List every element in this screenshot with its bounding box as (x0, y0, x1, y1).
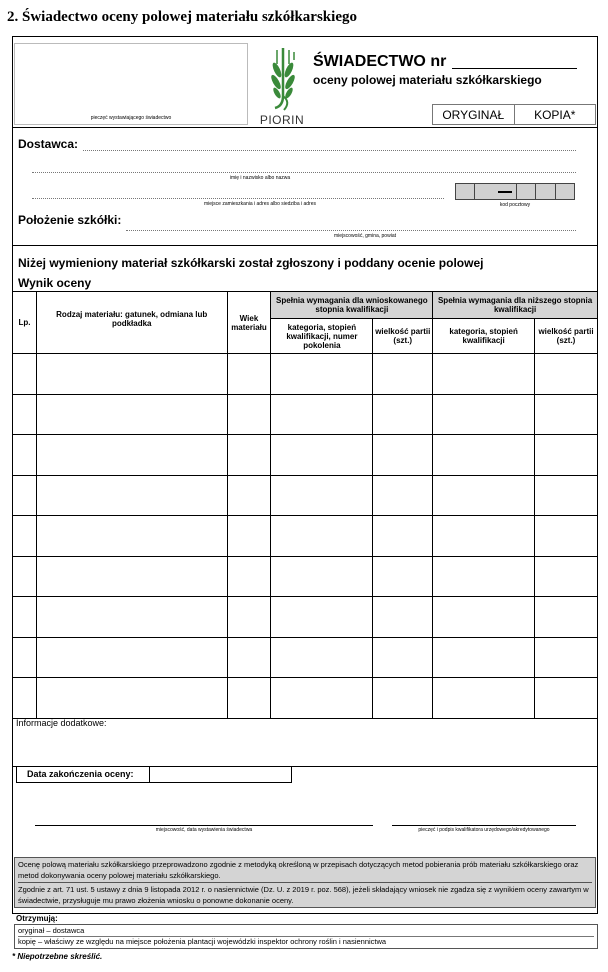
result-label: Wynik oceny (18, 276, 92, 290)
sub-size-lower: wielkość partii (szt.) (535, 319, 598, 354)
nursery-caption: miejscowość, gmina, powiat (334, 233, 396, 239)
certificate-number-field[interactable] (452, 68, 577, 69)
supplier-name-caption: imię i nazwisko albo nazwa (229, 175, 291, 181)
nursery-label: Położenie szkółki: (18, 213, 122, 227)
certificate-subtitle: oceny polowej materiału szkółkarskiego (313, 73, 542, 87)
note-methodology: Ocenę polową materiału szkółkarskiego przeprowadzono zgodnie z metodyką określoną w przepisach dotyczących metod pobierania prób materiału szkółkarskiego oraz metod dokonywania oceny polowej materiału szkółkarskiego. (18, 860, 579, 880)
results-table (12, 291, 598, 719)
stamp-caption: pieczęć wystawiającego świadectwo (90, 115, 172, 121)
footnote: * Niepotrzebne skreślić. (12, 952, 103, 961)
supplier-address-field[interactable] (32, 198, 444, 199)
col-lp: Lp. (13, 292, 37, 354)
place-date-line[interactable] (35, 825, 373, 826)
logo-text: PIORIN (259, 113, 305, 127)
end-date-box (16, 766, 292, 783)
recipients-box (14, 924, 598, 949)
group-lower: Spełnia wymagania dla niższego stopnia kwalifikacji (433, 292, 598, 319)
certificate-title: ŚWIADECTWO nr (313, 53, 447, 70)
supplier-label: Dostawca: (18, 137, 79, 151)
table-row[interactable] (13, 354, 598, 395)
section-heading: 2. Świadectwo oceny polowej materiału szkółkarskiego (7, 9, 357, 25)
divider (12, 245, 598, 246)
original-copy-box (432, 104, 596, 125)
declaration-text: Niżej wymieniony materiał szkółkarski został zgłoszony i poddany ocenie polowej (18, 256, 484, 270)
supplier-address-caption: miejsce zamieszkania i adres albo siedziba i adres (204, 201, 316, 207)
supplier-name-field[interactable] (83, 150, 576, 151)
place-date-caption: miejscowość, data wystawienia świadectwa (155, 827, 253, 833)
group-requested: Spełnia wymagania dla wnioskowanego stopnia kwalifikacji (271, 292, 433, 319)
table-row[interactable] (13, 475, 598, 516)
sub-category: kategoria, stopień kwalifikacji, numer pokolenia (271, 319, 373, 354)
postal-code-caption: kod pocztowy (499, 202, 531, 208)
table-row[interactable] (13, 435, 598, 476)
col-material: Rodzaj materiału: gatunek, odmiana lub podkładka (36, 292, 227, 354)
table-row[interactable] (13, 597, 598, 638)
copy-option[interactable]: KOPIA* (514, 105, 596, 124)
table-row[interactable] (13, 678, 598, 719)
sub-category-lower: kategoria, stopień kwalifikacji (433, 319, 535, 354)
col-age: Wiek materiału (227, 292, 271, 354)
end-date-label: Data zakończenia oceny: (17, 767, 150, 782)
original-option[interactable]: ORYGINAŁ (442, 107, 505, 122)
nursery-location-field[interactable] (126, 230, 576, 231)
signature-caption: pieczęć i podpis kwalifikatora urzędowego/akredytowanego (418, 827, 550, 833)
additional-info-label: Informacje dodatkowe: (16, 718, 107, 728)
table-row[interactable] (13, 556, 598, 597)
table-row[interactable] (13, 394, 598, 435)
recipients-label: Otrzymują: (16, 914, 58, 923)
stamp-box (14, 43, 248, 125)
notes-box (14, 857, 596, 908)
supplier-name-field-2[interactable] (32, 172, 576, 173)
recipient-original: oryginał – dostawca (18, 926, 85, 935)
end-date-field[interactable] (150, 767, 291, 782)
postal-code-boxes[interactable] (455, 183, 575, 200)
note-appeal: Zgodnie z art. 71 ust. 5 ustawy z dnia 9 listopada 2012 r. o nasiennictwie (Dz. U. z 2019 r. poz. 568), jeżeli składający wniosek nie zgadza się z wynikiem oceny zawartym w świadectwie, przysługuje mu prawo złożenia wniosku o ponowne dokonanie oceny. (18, 882, 592, 906)
recipient-copy: kopię – właściwy ze względu na miejsce położenia plantacji wojewódzki inspektor ochrony roślin i nasiennictwa (18, 936, 594, 947)
table-row[interactable] (13, 637, 598, 678)
signature-line[interactable] (392, 825, 576, 826)
divider (12, 127, 598, 128)
table-row[interactable] (13, 516, 598, 557)
sub-size: wielkość partii (szt.) (373, 319, 433, 354)
